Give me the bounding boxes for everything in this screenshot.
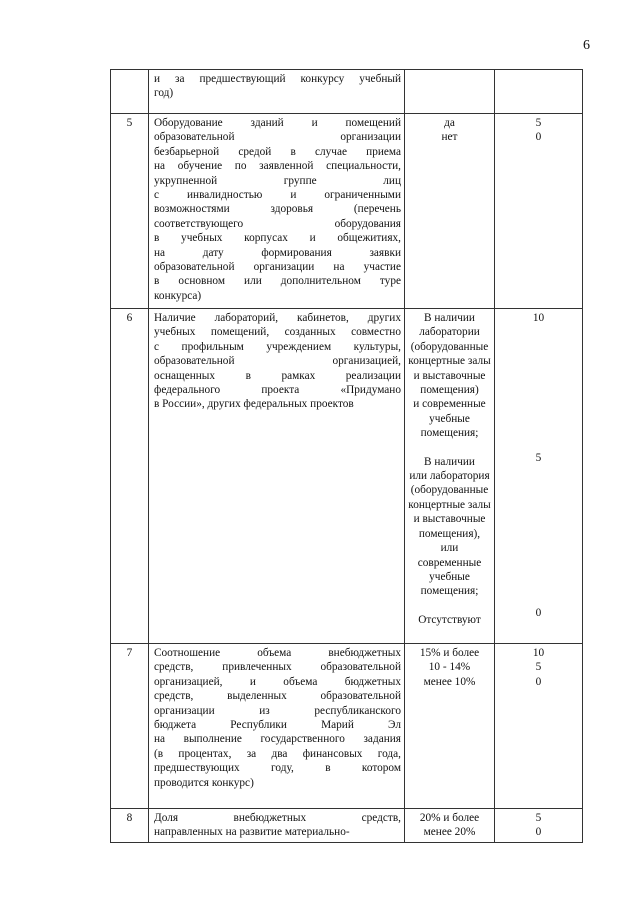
points-line [495, 409, 582, 423]
criterion-line: и за предшествующий конкурсу учебный [154, 73, 401, 85]
criterion-line: федерального проекта «Придумано [154, 384, 401, 397]
value-line: менее 20% [423, 826, 476, 839]
points-line [495, 466, 582, 480]
points-line: 5 [535, 661, 542, 674]
row-number: 7 [111, 644, 149, 809]
table-row [111, 809, 583, 843]
value-line: концертные залы [408, 355, 491, 368]
criterion-line: организации из республиканского [154, 704, 401, 717]
criterion-line: предшествующих году, в котором [154, 762, 401, 775]
points-line [495, 437, 582, 451]
criterion-line: оснащенных в рамках реализации [154, 369, 401, 382]
criterion-line: средств, выделенных образовательной [154, 690, 401, 703]
points-cell [495, 644, 583, 809]
criterion-line: возможностями здоровья (перечень [154, 203, 401, 216]
criterion-line: Оборудование зданий и помещений [154, 117, 401, 129]
value-cell [405, 309, 495, 644]
criterion-line: на выполнение государственного задания [154, 733, 401, 746]
points-line: 10 [532, 312, 545, 324]
criterion-line: с инвалидностью и ограниченными [154, 189, 401, 202]
criteria-table [110, 69, 583, 843]
criterion-cell [149, 70, 405, 114]
value-cell [405, 809, 495, 843]
table-row [111, 309, 583, 644]
table-row [111, 644, 583, 809]
criterion-cell [149, 809, 405, 843]
points-line: 0 [535, 606, 542, 619]
criterion-line: конкурса) [154, 289, 202, 302]
criterion-line: (в процентах, за два финансовых года, [154, 747, 401, 760]
points-line [495, 508, 582, 522]
points-line [495, 367, 582, 381]
value-line: В наличии [424, 455, 475, 468]
criterion-line: средств, привлеченных образовательной [154, 661, 401, 674]
value-line: Отсутствуют [418, 613, 481, 626]
points-line: 5 [535, 812, 542, 824]
row-number: 5 [111, 114, 149, 309]
value-line: учебные [429, 412, 470, 425]
criterion-line: бюджета Республики Марий Эл [154, 719, 401, 732]
points-cell [495, 114, 583, 309]
value-line [405, 441, 494, 455]
criterion-line: в России», других федеральных проектов [154, 398, 354, 411]
criterion-line: укрупненной группе лиц [154, 174, 401, 187]
criterion-line: с профильным учреждением культуры, [154, 340, 401, 353]
value-line: (оборудованные [410, 484, 489, 497]
value-line: 10 - 14% [428, 661, 471, 674]
points-line: 0 [535, 826, 542, 839]
table-row [111, 114, 583, 309]
row-number: 8 [111, 809, 149, 843]
value-cell [405, 644, 495, 809]
points-line [495, 339, 582, 353]
criterion-cell [149, 309, 405, 644]
points-line: 0 [535, 131, 542, 144]
criterion-line: безбарьерной средой в случае приема [154, 145, 401, 158]
value-line: нет [441, 131, 458, 144]
value-line: или лаборатория [409, 470, 490, 483]
value-line [405, 599, 494, 613]
points-line [495, 550, 582, 564]
value-line: менее 10% [423, 675, 476, 688]
points-line [495, 353, 582, 367]
criterion-line: год) [154, 87, 174, 100]
points-line [495, 494, 582, 508]
criterion-cell [149, 644, 405, 809]
value-line: помещения; [420, 585, 479, 598]
criterion-line: образовательной организации [154, 131, 401, 144]
points-cell [495, 309, 583, 644]
criterion-line: на обучение по заявленной специальности, [154, 160, 401, 173]
criterion-line: учебных помещений, созданных совместно [154, 326, 401, 339]
row-number: 6 [111, 309, 149, 644]
points-line [495, 480, 582, 494]
points-line: 10 [532, 647, 545, 659]
value-line: и современные [413, 398, 486, 411]
points-line [495, 381, 582, 395]
points-line: 5 [535, 452, 542, 465]
criterion-cell [149, 114, 405, 309]
points-line [495, 423, 582, 437]
page-number: 6 [583, 38, 590, 53]
points-line: 5 [535, 117, 542, 129]
value-line: да [444, 117, 455, 129]
points-line [495, 592, 582, 606]
value-line: и выставочные [413, 513, 486, 526]
value-line: лаборатории [419, 326, 480, 339]
value-line: В наличии [424, 312, 475, 324]
criterion-line: организацией, и объема бюджетных [154, 675, 401, 688]
points-cell [495, 70, 583, 114]
criterion-line: образовательной организации на участие [154, 261, 401, 274]
value-line: помещения; [420, 427, 479, 440]
value-line: современные [417, 556, 482, 569]
points-line [495, 536, 582, 550]
criterion-line: Доля внебюджетных средств, [154, 812, 401, 824]
criterion-line: на дату формирования заявки [154, 246, 401, 259]
criterion-line: Наличие лабораторий, кабинетов, других [154, 312, 401, 324]
value-line: учебные [429, 570, 470, 583]
criterion-line: образовательной организацией, [154, 355, 401, 368]
criterion-line: соответствующего оборудования [154, 217, 401, 230]
points-line [495, 325, 582, 339]
criterion-line: направленных на развитие материально- [154, 826, 350, 839]
points-line [495, 522, 582, 536]
table-row [111, 70, 583, 114]
points-line [495, 578, 582, 592]
criterion-line: проводится конкурс) [154, 776, 254, 789]
value-line: 20% и более [419, 812, 480, 824]
value-line: и выставочные [413, 369, 486, 382]
value-line: помещения), [418, 527, 481, 540]
points-line [495, 564, 582, 578]
points-line: 0 [535, 675, 542, 688]
points-cell [495, 809, 583, 843]
points-line [495, 395, 582, 409]
value-cell [405, 114, 495, 309]
value-line: 15% и более [419, 647, 480, 659]
value-cell [405, 70, 495, 114]
value-line: концертные залы [408, 498, 491, 511]
value-line: помещения) [420, 384, 479, 397]
value-line: (оборудованные [410, 340, 489, 353]
criterion-line: в учебных корпусах и общежитиях, [154, 232, 401, 245]
row-number [111, 70, 149, 114]
criterion-line: Соотношение объема внебюджетных [154, 647, 401, 659]
criterion-line: в основном или дополнительном туре [154, 275, 401, 288]
value-line: или [440, 542, 459, 555]
criteria-table-body [111, 70, 583, 843]
